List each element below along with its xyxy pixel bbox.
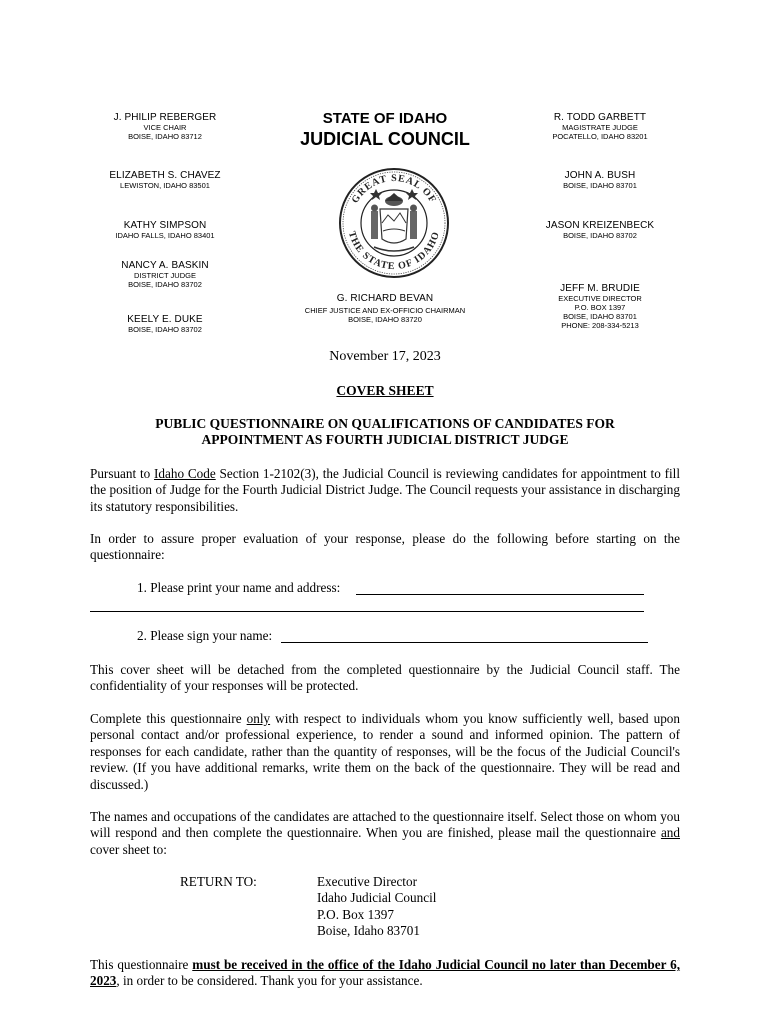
member-kreizenbeck: [530, 220, 670, 240]
address-line: Boise, Idaho 83701: [317, 923, 420, 939]
text: Section 1-2102(3), the Judicial Council is reviewing candidates for appointment to fill the position of Judge for the Fourth Judicial District Judge. The Council requests your assistance in discharging its statutory responsibilities.: [90, 466, 680, 514]
heading-line-2: APPOINTMENT AS FOURTH JUDICIAL DISTRICT JUDGE: [201, 432, 569, 447]
text: Complete this questionnaire: [90, 711, 247, 726]
member-city: BOISE, IDAHO 83712: [128, 132, 202, 141]
paragraph-guidelines: [90, 711, 680, 793]
address-line: Executive Director: [317, 874, 417, 889]
member-chavez: [95, 170, 235, 190]
member-name: JASON KREIZENBECK: [545, 220, 655, 231]
svg-text:THE STATE OF IDAHO: THE STATE OF IDAHO: [345, 230, 443, 273]
name-address-label: 1. Please print your name and address:: [137, 580, 341, 595]
text: with respect to individuals whom you know sufficiently well, based upon personal contact and/or professional experience, to render a sound and informed opinion. The pattern of responses for each candidate, rather than the quantity of responses, will be the focus of the Judicial Council's review. (If you have additional remarks, write them on the back of the questionnaire. They will be read and discussed.): [90, 711, 680, 792]
text: , in order to be considered. Thank you for your assistance.: [116, 973, 423, 989]
address-line-2[interactable]: [90, 611, 644, 612]
member-city: BOISE, IDAHO 83701: [563, 312, 637, 321]
chairman-city: BOISE, IDAHO 83720: [348, 315, 422, 324]
paragraph-confidentiality: This cover sheet will be detached from the completed questionnaire by the Judicial Council staff. The confidentiality of your responses will be protected.: [90, 662, 680, 694]
member-name: NANCY A. BASKIN: [121, 260, 209, 271]
return-address: [317, 874, 436, 940]
address-line: P.O. Box 1397: [317, 906, 394, 922]
member-city: BOISE, IDAHO 83702: [563, 231, 637, 240]
member-name: JEFF M. BRUDIE: [560, 283, 640, 294]
cover-sheet-title: COVER SHEET: [336, 383, 434, 398]
state-seal: [338, 167, 450, 279]
letter-date: November 17, 2023: [329, 349, 441, 364]
return-to-label: RETURN TO:: [180, 874, 257, 889]
member-name: R. TODD GARBETT: [553, 112, 647, 123]
address-line: Idaho Judicial Council: [317, 890, 437, 906]
member-baskin: [95, 260, 235, 289]
svg-text:GREAT SEAL OF: GREAT SEAL OF: [349, 172, 439, 206]
paragraph-deadline: [90, 957, 680, 990]
member-city: BOISE, IDAHO 83702: [128, 280, 202, 289]
and-emphasis: and: [660, 825, 680, 841]
chairman-title: CHIEF JUSTICE AND EX-OFFICIO CHAIRMAN: [304, 306, 466, 315]
member-title: VICE CHAIR: [143, 123, 187, 132]
questionnaire-heading: [0, 416, 770, 448]
member-city: BOISE, IDAHO 83701: [563, 181, 637, 190]
member-name: KEELY E. DUKE: [127, 314, 203, 325]
paragraph-instructions: In order to assure proper evaluation of your response, please do the following before starting on the questionnaire:: [90, 531, 680, 563]
paragraph-mailing: [90, 809, 680, 858]
text: The names and occupations of the candidates are attached to the questionnaire itself. Select those on whom you will respond and then complete the questionnaire. When you are finished, please mail the questionnaire: [90, 809, 680, 841]
signature-line[interactable]: [281, 642, 648, 643]
seal-graphic: [338, 167, 450, 279]
text: cover sheet to:: [90, 841, 167, 857]
heading-line-1: PUBLIC QUESTIONNAIRE ON QUALIFICATIONS OF CANDIDATES FOR: [155, 416, 615, 431]
member-garbett: [530, 112, 670, 141]
member-title: MAGISTRATE JUDGE: [562, 123, 638, 132]
name-address-line[interactable]: [356, 594, 644, 595]
member-name: ELIZABETH S. CHAVEZ: [109, 170, 221, 181]
member-name: KATHY SIMPSON: [123, 220, 207, 231]
member-city: BOISE, IDAHO 83702: [128, 325, 202, 334]
member-address: P.O. BOX 1397: [574, 303, 626, 312]
member-bush: [530, 170, 670, 190]
member-name: JOHN A. BUSH: [564, 170, 636, 181]
member-name: J. PHILIP REBERGER: [113, 112, 217, 123]
state-title: STATE OF IDAHO: [322, 110, 448, 127]
signature-label: 2. Please sign your name:: [137, 628, 273, 643]
member-city: LEWISTON, IDAHO 83501: [120, 181, 210, 190]
only-emphasis: only: [246, 711, 271, 726]
idaho-code-ref: Idaho Code: [154, 466, 216, 481]
chairman-block: [290, 293, 480, 324]
member-phone: PHONE: 208-334-5213: [561, 321, 639, 330]
member-brudie: [530, 283, 670, 330]
deadline-emphasis: must be received in the office of the Idaho Judicial Council no later than December 6, 2023: [90, 957, 681, 989]
letterhead-title: [285, 110, 485, 150]
member-simpson: [95, 220, 235, 240]
chairman-name: G. RICHARD BEVAN: [336, 293, 434, 304]
council-title: JUDICIAL COUNCIL: [300, 129, 470, 149]
member-title: DISTRICT JUDGE: [134, 271, 196, 280]
member-reberger: [95, 112, 235, 141]
member-duke: [95, 314, 235, 334]
member-city: IDAHO FALLS, IDAHO 83401: [115, 231, 215, 240]
paragraph-purpose: [90, 466, 680, 515]
member-city: POCATELLO, IDAHO 83201: [552, 132, 648, 141]
member-title: EXECUTIVE DIRECTOR: [558, 294, 642, 303]
text: Pursuant to: [90, 466, 155, 481]
text: This questionnaire: [90, 957, 193, 972]
